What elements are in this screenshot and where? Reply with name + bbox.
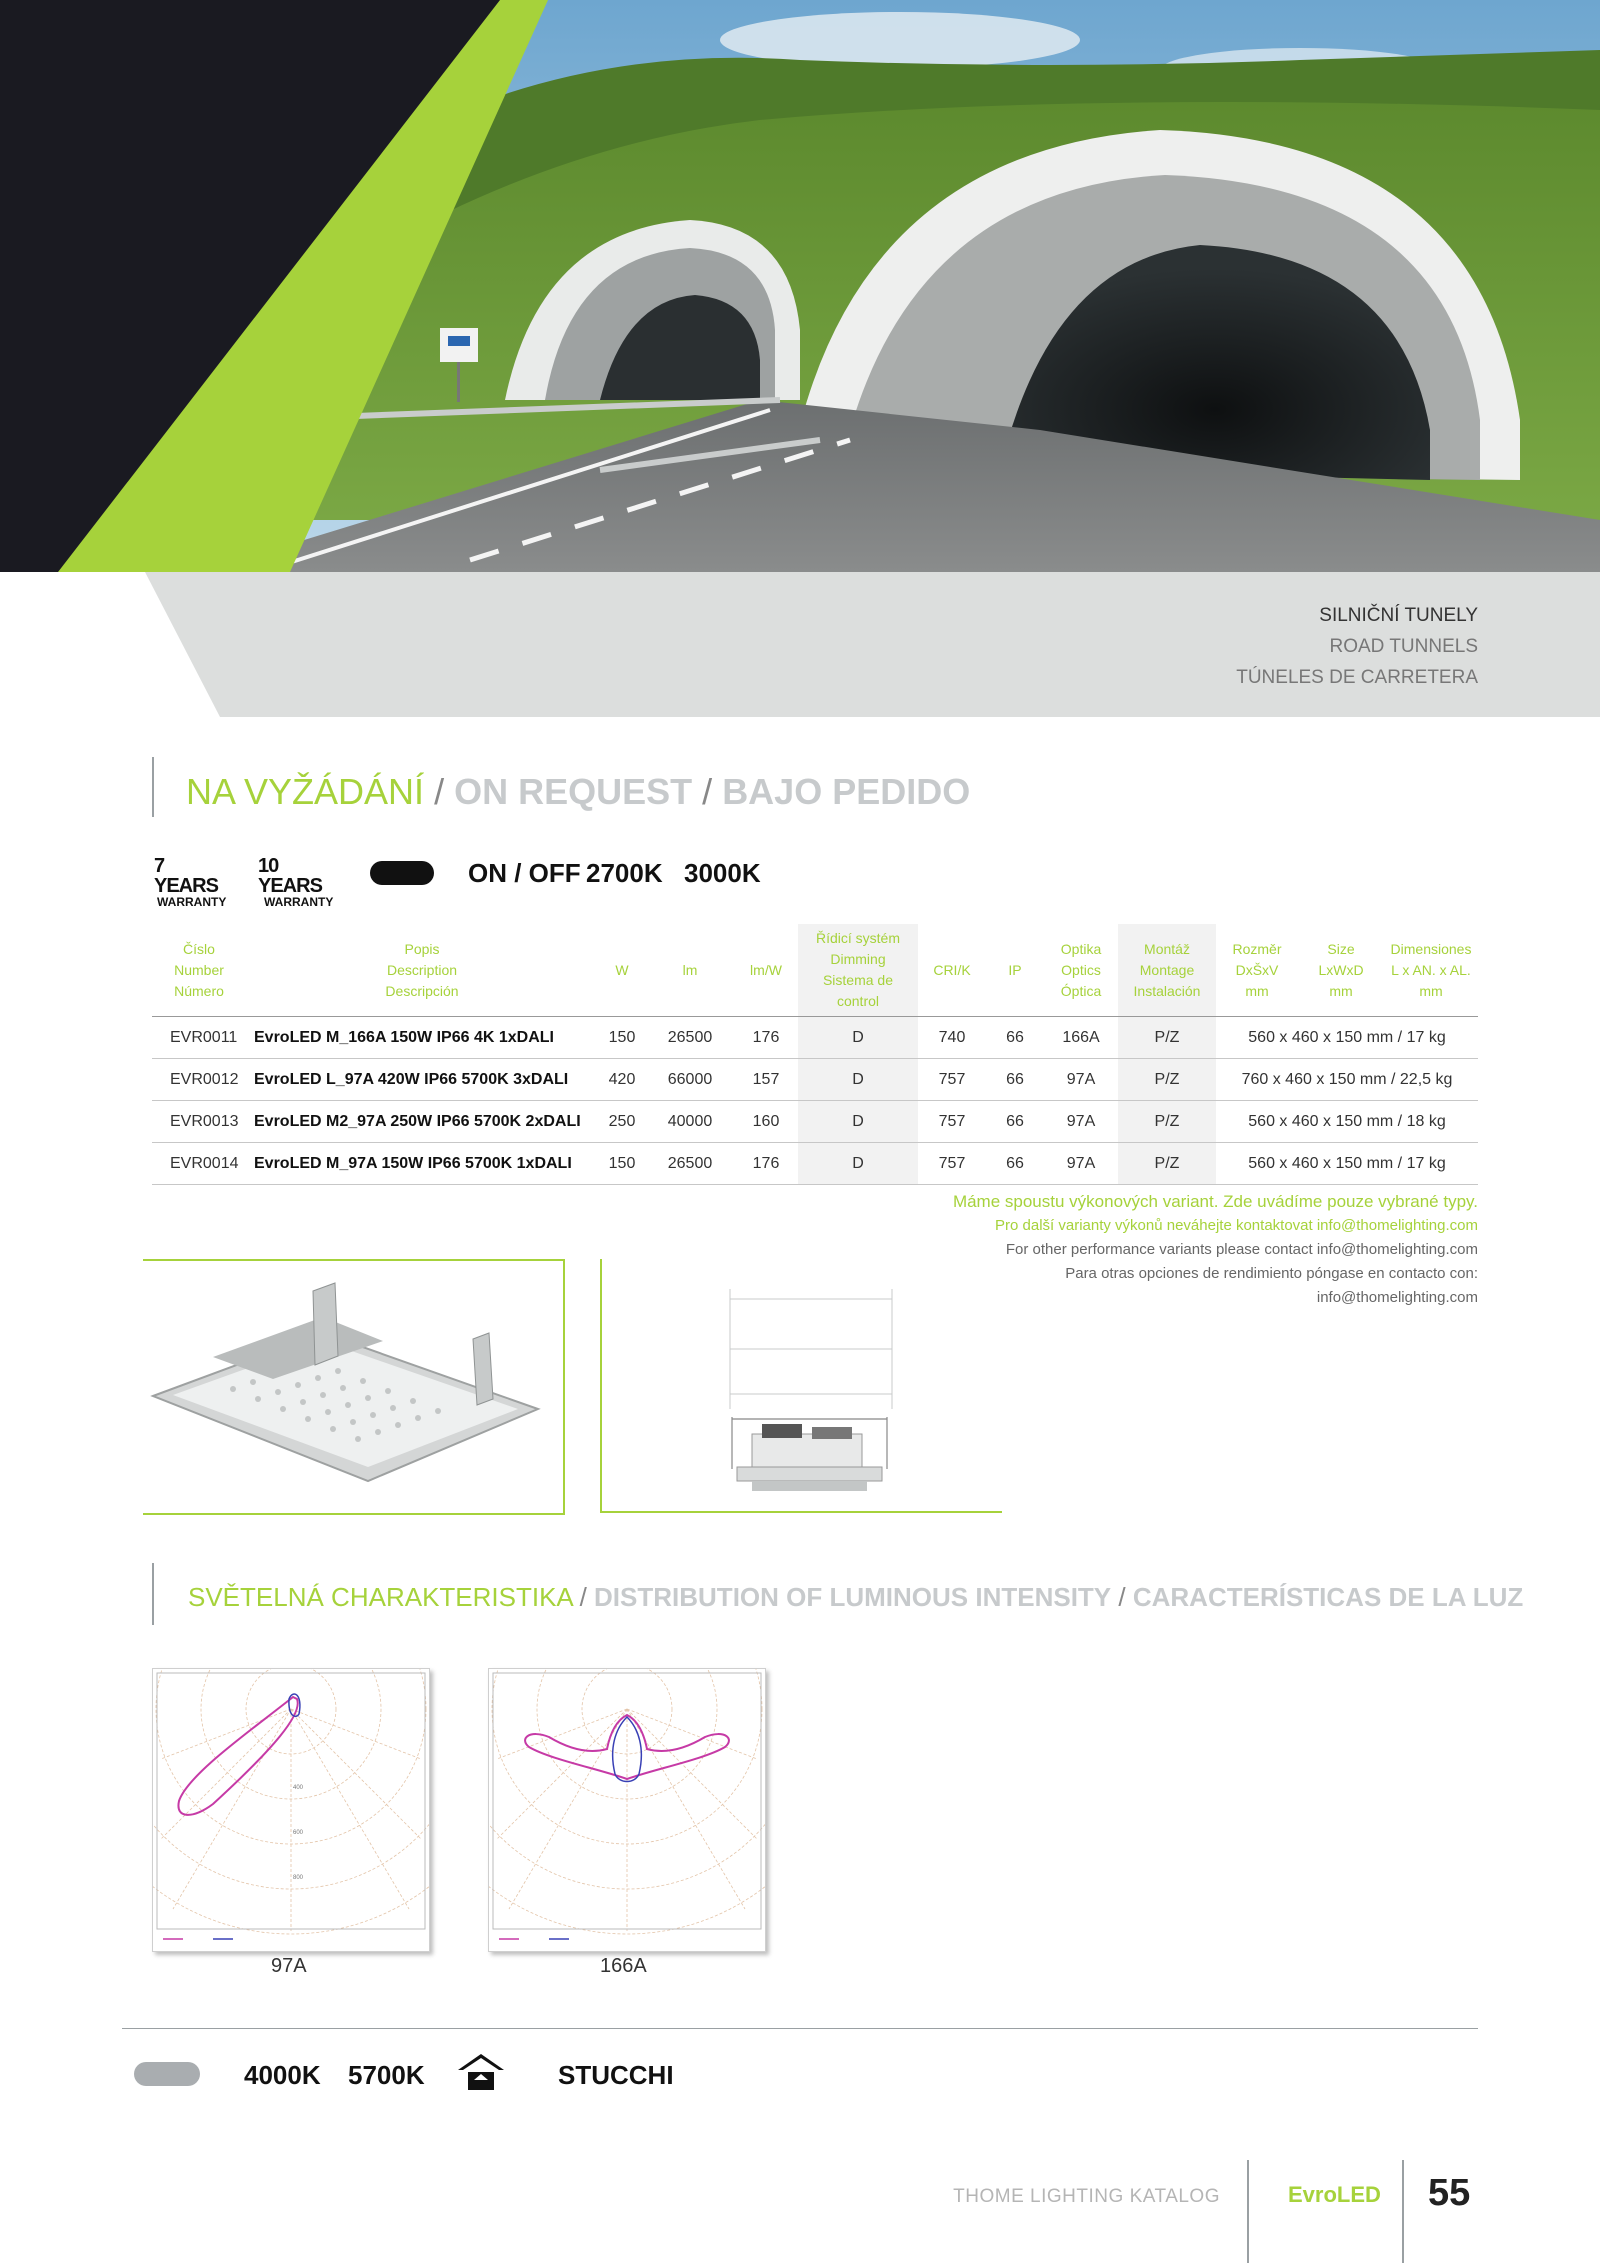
- divider-line: [122, 2028, 1478, 2029]
- distribution-heading: SVĚTELNÁ CHARAKTERISTIKA / DISTRIBUTION OF LUMINOUS INTENSITY / CARACTERÍSTICAS DE LA LUZ: [188, 1582, 1524, 1612]
- polar-label-166a: 166A: [600, 1955, 647, 1977]
- col-ip: IP: [986, 924, 1044, 1017]
- section-title-es: TÚNELES DE CARRETERA: [1236, 667, 1478, 688]
- cell-w: 150: [598, 1143, 646, 1185]
- polar-chart-166a: [488, 1668, 766, 1952]
- svg-text:800: 800: [293, 1875, 304, 1881]
- cct-4000k-label: 4000K: [244, 2060, 321, 2090]
- table-row: [152, 1143, 1478, 1185]
- col-optics: Optika Optics Óptica: [1044, 924, 1118, 1017]
- section-title-cz: SILNIČNÍ TUNELY: [1319, 605, 1478, 626]
- cell-control: D: [798, 1101, 918, 1143]
- cell-name: EvroLED M_166A 150W IP66 4K 1xDALI: [246, 1017, 598, 1059]
- distribution-cz: SVĚTELNÁ CHARAKTERISTIKA: [188, 1582, 573, 1612]
- note-line-es: Para otras opciones de rendimiento póngase en contacto con:: [1065, 1265, 1478, 1282]
- cell-w: 150: [598, 1017, 646, 1059]
- section-title: [1236, 600, 1478, 693]
- cell-code: EVR0013: [152, 1101, 246, 1143]
- cell-optics: 97A: [1044, 1059, 1118, 1101]
- cell-lm: 66000: [646, 1059, 734, 1101]
- polar-label-97a: 97A: [271, 1955, 307, 1977]
- hero-banner: [0, 0, 1600, 572]
- section-divider: [152, 757, 154, 817]
- cell-cri: 757: [918, 1143, 986, 1185]
- col-lm: lm: [646, 924, 734, 1017]
- cell-mount: P/Z: [1118, 1059, 1216, 1101]
- cell-ip: 66: [986, 1017, 1044, 1059]
- cell-mount: P/Z: [1118, 1143, 1216, 1185]
- cell-name: EvroLED M_97A 150W IP66 5700K 1xDALI: [246, 1143, 598, 1185]
- cell-lmw: 176: [734, 1017, 798, 1059]
- col-number: Číslo Number Número: [152, 924, 246, 1017]
- table-row: [152, 1101, 1478, 1143]
- cell-control: D: [798, 1143, 918, 1185]
- on-request-en: ON REQUEST: [454, 771, 693, 812]
- note-line-cz-1: Máme spoustu výkonových variant. Zde uvádíme pouze vybrané typy.: [952, 1192, 1478, 1211]
- table-row: [152, 1059, 1478, 1101]
- note-line-en: For other performance variants please contact info@thomelighting.com: [1005, 1241, 1478, 1258]
- warranty-7-years-badge: 7 YEARS WARRANTY: [154, 855, 227, 909]
- footer-catalog: THOME LIGHTING KATALOG: [953, 2186, 1220, 2207]
- cell-w: 420: [598, 1059, 646, 1101]
- table-body: [152, 1017, 1478, 1185]
- table-header-row: [152, 924, 1478, 1017]
- technical-drawing: [602, 1259, 1002, 1511]
- cell-lmw: 157: [734, 1059, 798, 1101]
- cell-name: EvroLED L_97A 420W IP66 5700K 3xDALI: [246, 1059, 598, 1101]
- cell-optics: 97A: [1044, 1101, 1118, 1143]
- cell-code: EVR0011: [152, 1017, 246, 1059]
- col-description: Popis Description Descripción: [246, 924, 598, 1017]
- footer-brand: EvroLED: [1288, 2182, 1381, 2207]
- cct-3000k-label: 3000K: [684, 858, 761, 888]
- page-number: 55: [1428, 2172, 1471, 2214]
- cell-control: D: [798, 1017, 918, 1059]
- col-dim-cz: Rozměr DxŠxV mm: [1216, 924, 1298, 1017]
- col-mount: Montáž Montage Instalación: [1118, 924, 1216, 1017]
- cell-cri: 757: [918, 1101, 986, 1143]
- on-request-es: BAJO PEDIDO: [722, 771, 971, 812]
- house-mount-icon: [456, 2050, 506, 2094]
- cell-name: EvroLED M2_97A 250W IP66 5700K 2xDALI: [246, 1101, 598, 1143]
- distribution-es: CARACTERÍSTICAS DE LA LUZ: [1132, 1582, 1524, 1612]
- on-request-heading: NA VYŽÁDÁNÍ / ON REQUEST / BAJO PEDIDO: [186, 771, 971, 812]
- polar-chart-97a: [152, 1668, 430, 1952]
- warranty-10-years-badge: 10 YEARS WARRANTY: [258, 855, 334, 909]
- luminaire-photo: [143, 1261, 563, 1513]
- stucchi-label: STUCCHI: [558, 2060, 674, 2090]
- cell-mount: P/Z: [1118, 1017, 1216, 1059]
- col-cri: CRI/K: [918, 924, 986, 1017]
- black-finish-pill-icon: [370, 861, 434, 885]
- cell-lm: 26500: [646, 1143, 734, 1185]
- cell-lmw: 176: [734, 1143, 798, 1185]
- svg-text:600: 600: [293, 1830, 304, 1836]
- cell-optics: 97A: [1044, 1143, 1118, 1185]
- section-divider: [152, 1563, 154, 1625]
- polar-diagram-166a: [489, 1669, 765, 1951]
- footer-divider: [1402, 2160, 1404, 2263]
- cct-2700k-label: 2700K: [586, 858, 663, 888]
- cell-dims: 560 x 460 x 150 mm / 17 kg: [1216, 1143, 1478, 1185]
- col-control: Řídicí systém Dimming Sistema de control: [798, 924, 918, 1017]
- note-line-cz-2: Pro další varianty výkonů neváhejte kontaktovat info@thomelighting.com: [995, 1217, 1478, 1234]
- cct-5700k-label: 5700K: [348, 2060, 425, 2090]
- cell-ip: 66: [986, 1059, 1044, 1101]
- cell-dims: 760 x 460 x 150 mm / 22,5 kg: [1216, 1059, 1478, 1101]
- cell-ip: 66: [986, 1101, 1044, 1143]
- cell-mount: P/Z: [1118, 1101, 1216, 1143]
- footer-divider: [1247, 2160, 1249, 2263]
- col-w: W: [598, 924, 646, 1017]
- cell-control: D: [798, 1059, 918, 1101]
- cell-code: EVR0014: [152, 1143, 246, 1185]
- table-row: [152, 1017, 1478, 1059]
- road-tunnel-photo: [0, 0, 1600, 572]
- col-lmw: lm/W: [734, 924, 798, 1017]
- polar-diagram-97a: [153, 1669, 429, 1951]
- cell-w: 250: [598, 1101, 646, 1143]
- product-photo-box: [143, 1259, 565, 1515]
- cell-dims: 560 x 460 x 150 mm / 17 kg: [1216, 1017, 1478, 1059]
- col-dim-es: Dimensiones L x AN. x AL. mm: [1384, 924, 1478, 1017]
- distribution-en: DISTRIBUTION OF LUMINOUS INTENSITY: [594, 1582, 1112, 1612]
- section-title-en: ROAD TUNNELS: [1329, 636, 1478, 657]
- grey-finish-pill-icon: [134, 2062, 200, 2086]
- cell-lmw: 160: [734, 1101, 798, 1143]
- on-request-cz: NA VYŽÁDÁNÍ: [186, 771, 425, 812]
- technical-drawing-box: [600, 1259, 1002, 1513]
- cell-dims: 560 x 460 x 150 mm / 18 kg: [1216, 1101, 1478, 1143]
- variants-note: [953, 1190, 1478, 1310]
- col-dim-en: Size LxWxD mm: [1298, 924, 1384, 1017]
- on-off-label: ON / OFF: [468, 858, 581, 888]
- cell-ip: 66: [986, 1143, 1044, 1185]
- spec-table: [152, 924, 1478, 1185]
- note-line-email[interactable]: info@thomelighting.com: [1316, 1289, 1478, 1306]
- cell-cri: 740: [918, 1017, 986, 1059]
- svg-text:400: 400: [293, 1785, 304, 1791]
- cell-optics: 166A: [1044, 1017, 1118, 1059]
- cell-lm: 26500: [646, 1017, 734, 1059]
- cell-code: EVR0012: [152, 1059, 246, 1101]
- cell-cri: 757: [918, 1059, 986, 1101]
- cell-lm: 40000: [646, 1101, 734, 1143]
